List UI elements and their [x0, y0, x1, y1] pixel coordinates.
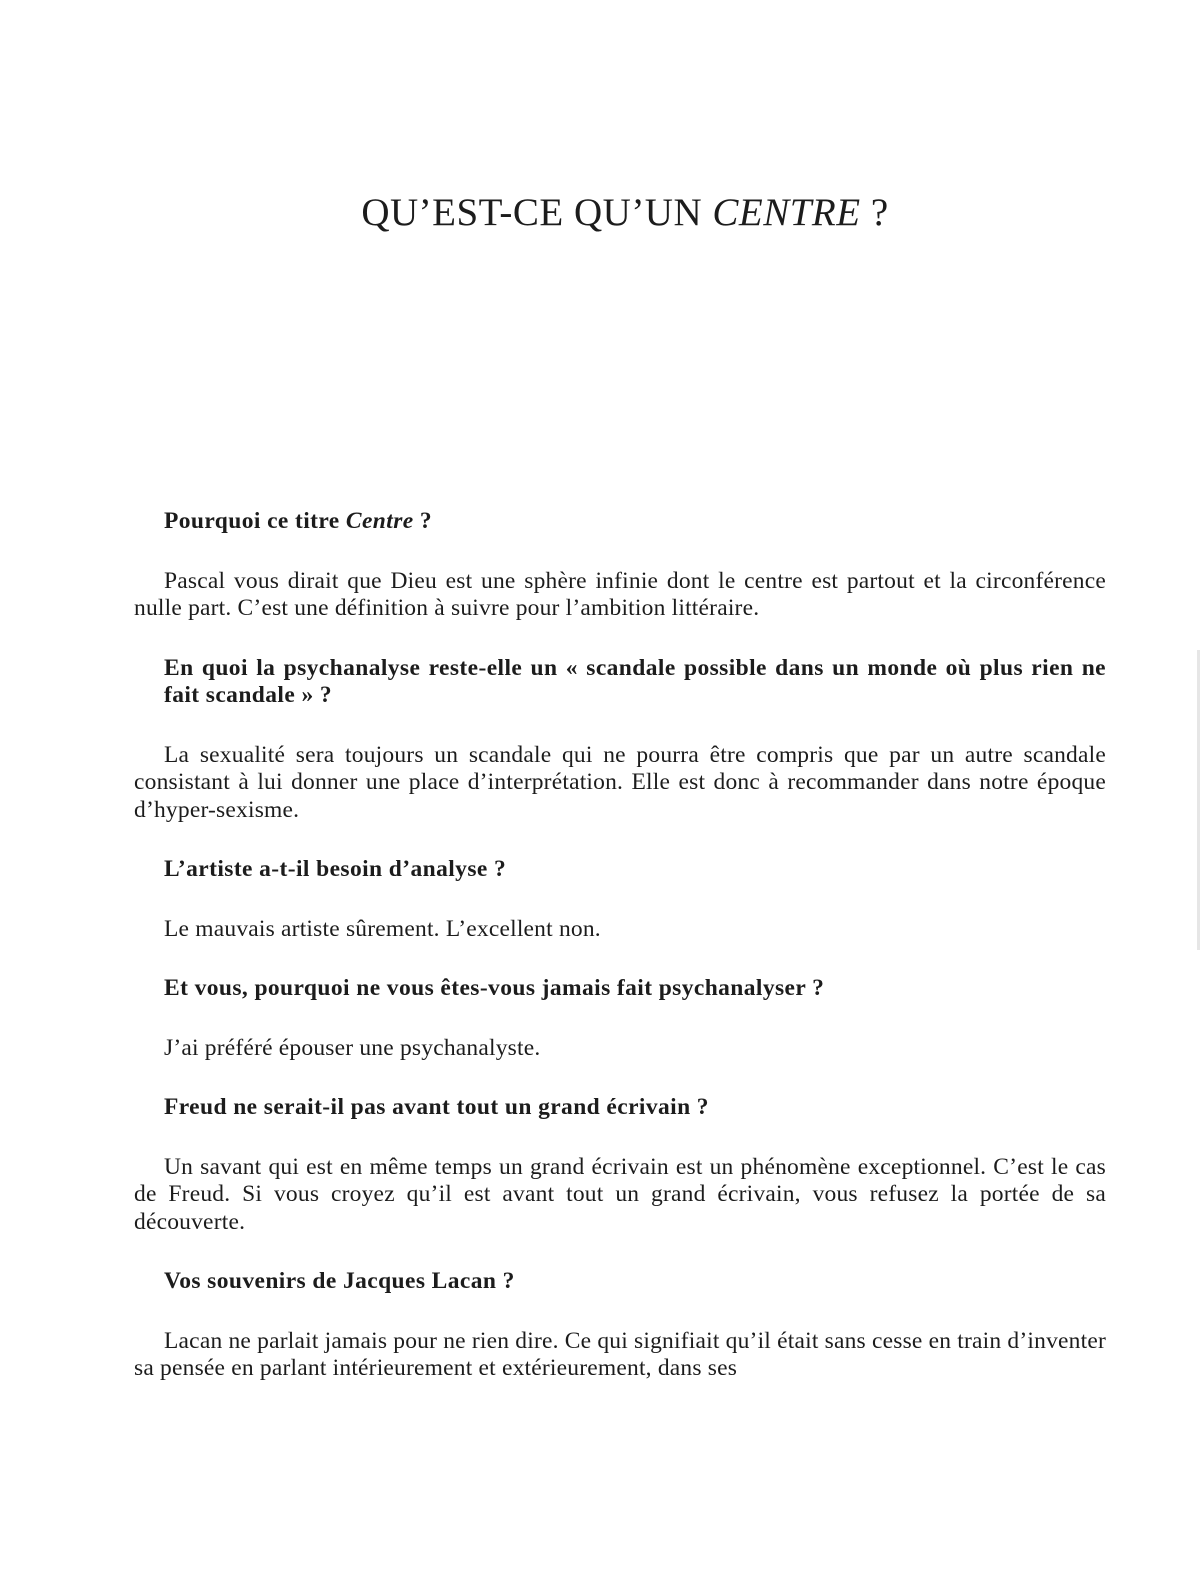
answer-4: J’ai préféré épouser une psychanalyste. [164, 1034, 541, 1061]
chapter-title-emphasis: CENTRE [712, 191, 861, 234]
question-1: Pourquoi ce titre Centre ? [164, 508, 433, 534]
answer-2: La sexualité sera toujours un scandale qui ne pourra être compris que par un autre scandale consistant à lui donner une place d’interprétation. Elle est donc à recommander dans notre époque d’hyper-sexisme. [134, 741, 1106, 823]
answer-6: Lacan ne parlait jamais pour ne rien dire. Ce qui signifiait qu’il était sans cesse en train d’inventer sa pensée en parlant intérieurement et extérieurement, dans ses [134, 1327, 1106, 1381]
answer-3: Le mauvais artiste sûrement. L’excellent non. [164, 915, 601, 942]
question-1-emphasis: Centre [345, 508, 414, 534]
question-6: Vos souvenirs de Jacques Lacan ? [164, 1268, 515, 1294]
interview-body [134, 508, 1106, 1383]
chapter-title [0, 190, 1200, 235]
answer-1: Pascal vous dirait que Dieu est une sphère infinie dont le centre est partout et la circonférence nulle part. C’est une définition à suivre pour l’ambition littéraire. [134, 567, 1106, 621]
chapter-title-end: ? [860, 191, 889, 234]
question-3: L’artiste a-t-il besoin d’analyse ? [164, 856, 507, 882]
question-4: Et vous, pourquoi ne vous êtes-vous jamais fait psychanalyser ? [164, 975, 825, 1001]
chapter-title-main: QU’EST-CE QU’UN [361, 191, 713, 234]
question-2: En quoi la psychanalyse reste-elle un « scandale possible dans un monde où plus rien ne fait scandale » ? [164, 654, 1106, 708]
answer-5: Un savant qui est en même temps un grand écrivain est un phénomène exceptionnel. C’est le cas de Freud. Si vous croyez qu’il est avant tout un grand écrivain, vous refusez la portée de sa découverte. [134, 1153, 1106, 1235]
question-5: Freud ne serait-il pas avant tout un grand écrivain ? [164, 1094, 709, 1120]
